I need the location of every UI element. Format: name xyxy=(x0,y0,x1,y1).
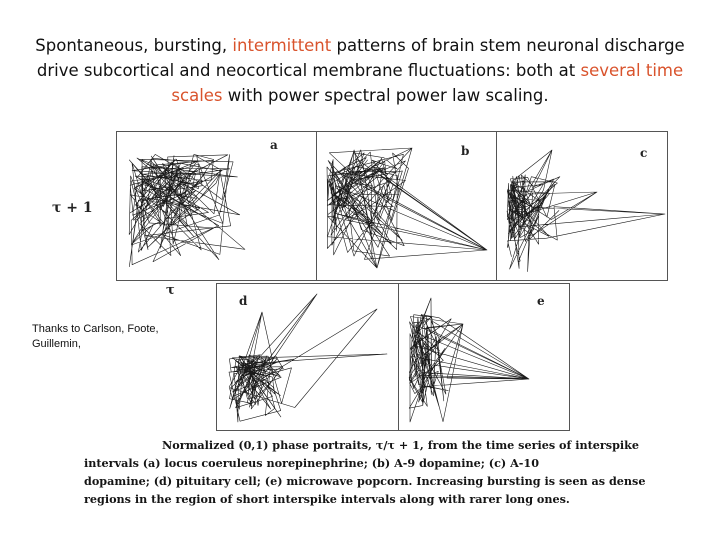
caption-line-3: dopamine; (d) pituitary cell; (e) microwave popcorn. Increasing bursting is seen as dense xyxy=(84,474,646,488)
panel-label-b: b xyxy=(461,144,470,158)
figure-caption xyxy=(84,436,644,508)
slide-title xyxy=(20,33,700,108)
phase-portrait-b xyxy=(316,131,498,281)
panel-label-e: e xyxy=(537,294,545,308)
title-text-3: with power spectral power law scaling. xyxy=(222,86,549,105)
panel-label-c: c xyxy=(640,146,648,160)
title-highlight-intermittent: intermittent xyxy=(232,36,332,55)
axis-x-label: τ xyxy=(166,283,175,298)
caption-line-1: Normalized (0,1) phase portraits, τ/τ + 1, from the time series of interspike xyxy=(162,438,640,452)
panel-label-a: a xyxy=(270,138,278,152)
phase-portrait-c xyxy=(496,131,668,281)
fig-c-trajectory xyxy=(507,150,665,272)
fig-b-trajectory xyxy=(327,148,487,268)
phase-portrait-a xyxy=(116,131,318,281)
fig-d-trajectory xyxy=(229,294,387,422)
phase-portrait-d xyxy=(216,283,400,431)
phase-portrait-a-plot xyxy=(117,132,317,280)
title-text-2: patterns of brain stem neuronal discharge drive subcortical and neocortical membrane fluctuations: both at xyxy=(36,36,685,80)
title-highlight-time-scales: several time scales xyxy=(171,61,684,105)
phase-portrait-b-plot xyxy=(317,132,497,280)
phase-portrait-e xyxy=(398,283,570,431)
fig-a-trajectory xyxy=(129,154,245,266)
title-text-1: Spontaneous, bursting, xyxy=(35,36,233,55)
axis-y-label: τ + 1 xyxy=(52,200,93,216)
caption-line-4: regions in the region of short interspike intervals along with rarer long ones. xyxy=(84,492,570,506)
credit-note: Thanks to Carlson, Foote, Guillemin, xyxy=(32,323,159,350)
panel-label-d: d xyxy=(239,294,248,308)
fig-e-trajectory xyxy=(409,298,529,422)
caption-line-2: intervals (a) locus coeruleus norepinephrine; (b) A-9 dopamine; (c) A-10 xyxy=(84,456,539,470)
